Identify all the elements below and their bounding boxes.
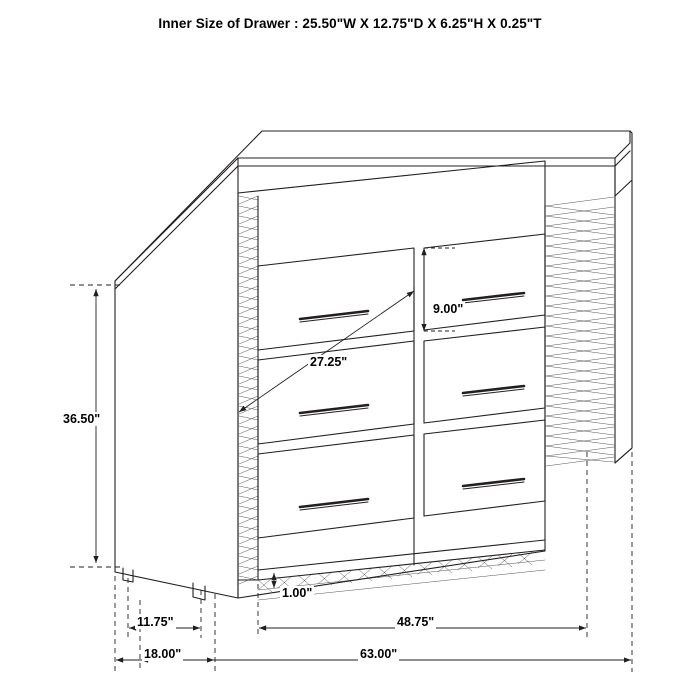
- dim-drawer-height-9-00: [424, 248, 455, 331]
- dim-foot-inset-11-75: [128, 578, 201, 638]
- page-title: Inner Size of Drawer : 25.50"W X 12.75"D X 6.25"H X 0.25"T: [158, 16, 542, 31]
- label-depth: 18.00": [144, 647, 182, 661]
- dim-drawer-width-27-25: [239, 291, 414, 412]
- dim-height-36-50: [70, 285, 120, 567]
- drawer-front-right-middle: [424, 327, 545, 423]
- label-height: 36.50": [63, 412, 101, 426]
- label-overall-width: 63.00": [360, 647, 398, 661]
- dresser-left-side-panel: [115, 193, 238, 600]
- label-drawer-width: 27.25": [310, 355, 348, 369]
- dresser-right-side-panel: [545, 180, 632, 470]
- label-bank-width: 48.75": [397, 615, 435, 629]
- label-foot-inset: 11.75": [137, 615, 174, 629]
- drawer-front-left-top: [258, 248, 414, 350]
- drawer-front-right-bottom: [424, 420, 545, 516]
- dresser-front-frame: [238, 161, 545, 598]
- front-left-texture-panel: [239, 196, 258, 584]
- back-edge-hint: [615, 448, 632, 463]
- dresser-top-panel: [115, 131, 632, 289]
- dimension-lines: [70, 248, 632, 672]
- side-texture-panel: [546, 197, 614, 466]
- dim-overall-width-63-00: [140, 452, 632, 672]
- label-base-rail: 1.00": [282, 586, 313, 600]
- dim-bank-width-48-75: [258, 452, 587, 638]
- label-drawer-height: 9.00": [433, 302, 464, 316]
- drawer-front-left-bottom: [258, 435, 414, 538]
